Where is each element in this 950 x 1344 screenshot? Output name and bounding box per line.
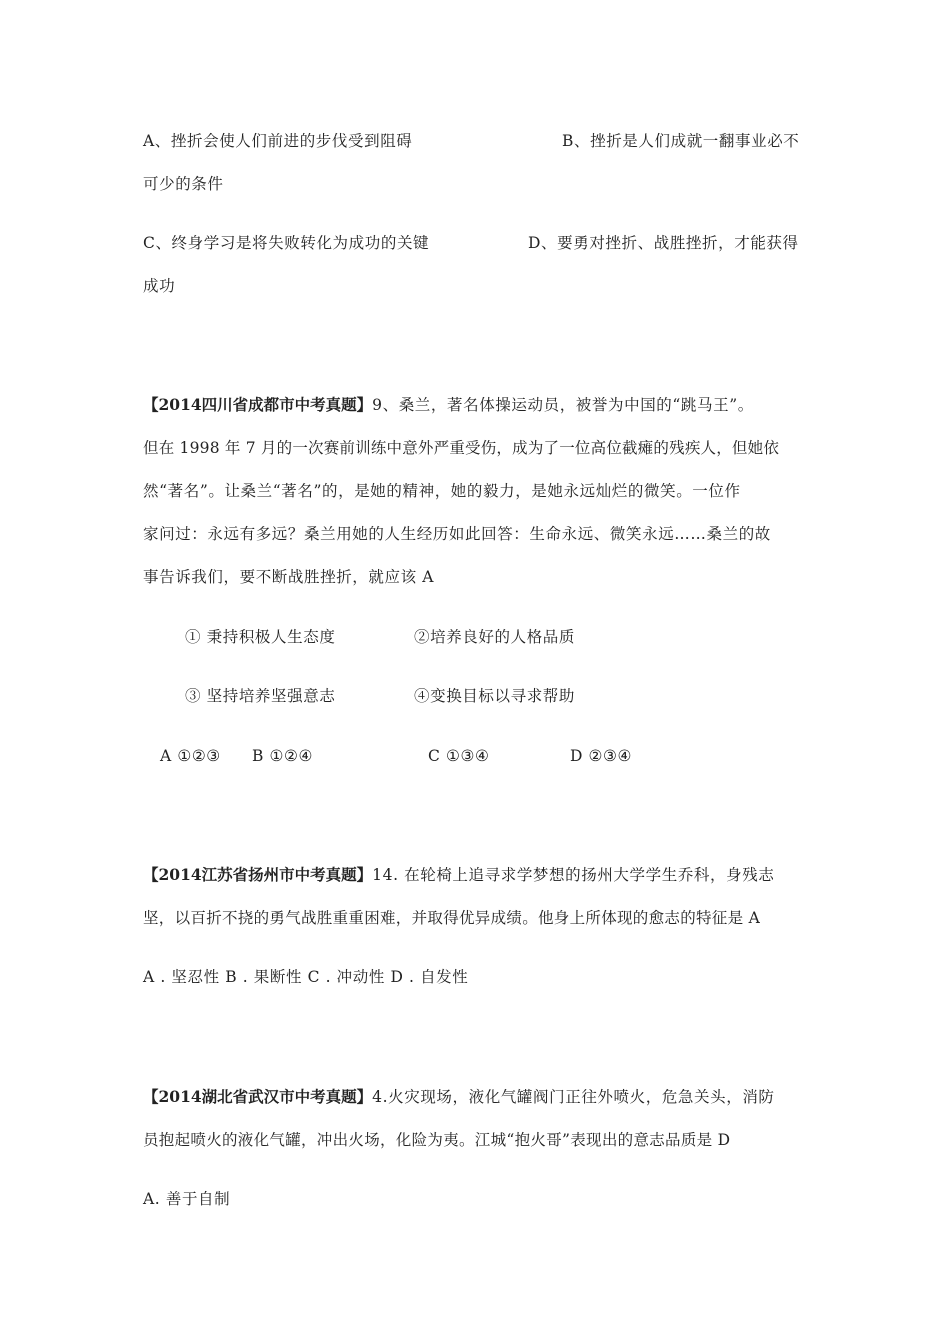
q8-option-d: D、要勇对挫折、战胜挫折，才能获得	[528, 234, 799, 252]
q9-stem-line-3: 然“著名”。让桑兰“著名”的，是她的精神，她的毅力，是她永远灿烂的微笑。一位作	[143, 482, 741, 500]
q14-stem-text: 14. 在轮椅上追寻求学梦想的扬州大学学生乔科，身残志	[372, 866, 775, 884]
q14-source: 【2014江苏省扬州市中考真题】	[143, 865, 373, 884]
q14-choices: A . 坚忍性 B . 果断性 C . 冲动性 D . 自发性	[143, 968, 469, 986]
q9-item-1: ① 秉持积极人生态度	[185, 628, 336, 646]
q9-source: 【2014四川省成都市中考真题】	[143, 395, 373, 414]
q9-stem-line-2: 但在 1998 年 7 月的一次赛前训练中意外严重受伤，成为了一位高位截瘫的残疾人，但她依	[143, 439, 780, 457]
q14-stem-line-2: 坚，以百折不挠的勇气战胜重重困难，并取得优异成绩。他身上所体现的愈志的特征是 A	[143, 909, 761, 927]
q9-item-3: ③ 坚持培养坚强意志	[185, 687, 336, 705]
q9-choice-b: B ①②④	[252, 747, 314, 765]
q4-choice-a: A. 善于自制	[143, 1190, 231, 1208]
q9-choice-a: A ①②③	[160, 747, 221, 765]
q4-stem-text: 4.火灾现场，液化气罐阀门正往外喷火，危急关头，消防	[372, 1088, 775, 1106]
q9-stem-line-1	[143, 395, 754, 415]
q8-option-d-continued: 成功	[143, 277, 176, 295]
q8-option-b-continued: 可少的条件	[143, 175, 224, 193]
q9-choice-c: C ①③④	[428, 747, 490, 765]
q9-stem-line-5: 事告诉我们，要不断战胜挫折，就应该 A	[143, 568, 435, 586]
q4-stem-line-2: 员抱起喷火的液化气罐，冲出火场，化险为夷。江城“抱火哥”表现出的意志品质是 D	[143, 1131, 731, 1149]
q9-stem-line-4: 家问过：永远有多远？桑兰用她的人生经历如此回答：生命永远、微笑永远……桑兰的故	[143, 525, 771, 543]
q8-option-a: A、挫折会使人们前进的步伐受到阻碍	[143, 132, 413, 150]
q8-option-c: C、终身学习是将失败转化为成功的关键	[143, 234, 430, 252]
q9-item-4: ④变换目标以寻求帮助	[414, 687, 576, 705]
q14-stem-line-1	[143, 865, 774, 885]
q9-choice-d: D ②③④	[570, 747, 633, 765]
q8-option-b: B、挫折是人们成就一翻事业必不	[562, 132, 800, 150]
q4-source: 【2014湖北省武汉市中考真题】	[143, 1087, 373, 1106]
q4-stem-line-1	[143, 1087, 775, 1107]
q9-stem-text: 9、桑兰，著名体操运动员，被誉为中国的“跳马王”。	[372, 396, 754, 414]
q9-item-2: ②培养良好的人格品质	[414, 628, 576, 646]
